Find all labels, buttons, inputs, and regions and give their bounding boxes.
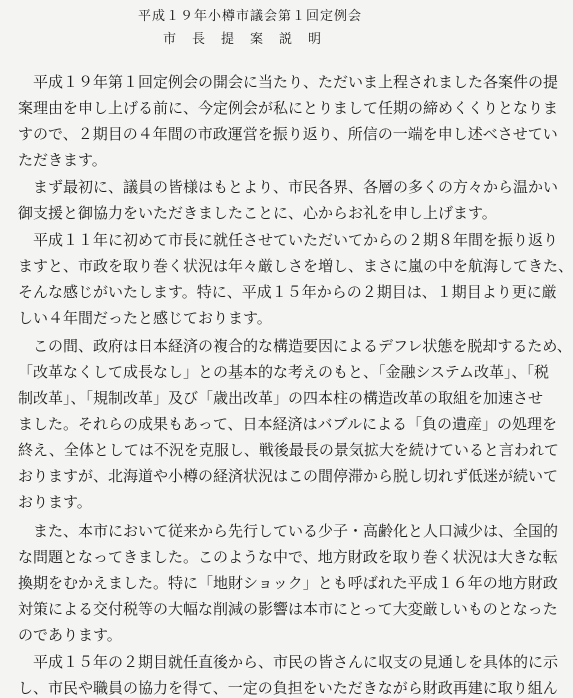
body-line: ました。それらの成果もあって、日本経済はバブルによる「負の遺産」の処理を [18,415,557,433]
body-line: のであります。 [18,626,122,644]
body-line: また、本市において従来から先行している少子・高齢化と人口減少は、全国的 [33,522,559,540]
body-line: 御支援と御協力をいただきましたことに、心からお礼を申し上げます。 [18,204,497,222]
body-line: 平成１１年に初めて市長に就任させていただいてからの２期８年間を振り返り [33,231,559,249]
body-line: すので、２期目の４年間の市政運営を振り返り、所信の一端を申し述べさせてい [18,125,558,143]
body-line: 案理由を申し上げる前に、今定例会が私にとりまして任期の締めくくりとなりま [18,99,559,117]
body-line: おります。 [18,493,92,511]
document-subtitle: 市長提案説明 [162,32,337,47]
body-line: ますと、市政を取り巻く状況は年々厳しさを増し、まさに嵐の中を航海してきた、 [18,257,573,275]
body-line: 平成１９年第１回定例会の開会に当たり、ただいま上程されました各案件の提 [33,73,559,91]
body-line: まず最初に、議員の皆様はもとより、市民各界、各層の多くの方々から温かい [33,178,559,196]
body-line: 換期をむかえました。特に「地財ショック」とも呼ばれた平成１６年の地方財政 [18,574,558,592]
document-title: 平成１９年小樽市議会第１回定例会 [137,9,362,24]
body-line: 終え、全体としては不況を克服し、戦後最長の景気拡大を続けていると言われて [18,441,559,459]
body-line: 平成１５年の２期目就任直後から、市民の皆さんに収支の見通しを具体的に示 [33,653,559,671]
body-line: し、市民や職員の協力を得て、一定の負担をいただきながら財政再建に取り組ん [18,679,558,697]
body-line: 対策による交付税等の大幅な削減の影響は本市にとって大変厳しいものとなった [18,600,558,618]
body-line: しい４年間だったと感じております。 [18,309,272,327]
body-line: そんな感じがいたします。特に、平成１５年からの２期目は、１期目より更に厳 [18,283,557,301]
body-line: この間、政府は日本経済の複合的な構造要因によるデフレ状態を脱却するため、 [33,337,572,355]
body-line: な問題となってきました。このような中で、地方財政を取り巻く状況は大きな転 [18,548,558,566]
body-line: ただきます。 [18,151,107,169]
body-line: 制改革」、「規制改革」及び「歳出改革」の四本柱の構造改革の取組を加速させ [18,389,544,407]
body-line: おりますが、北海道や小樽の経済状況はこの間停滞から脱し切れず低迷が続いて [18,467,559,485]
body-line: 「改革なくして成長なし」との基本的な考えのもと、「金融システム改革」、「税 [18,363,550,381]
